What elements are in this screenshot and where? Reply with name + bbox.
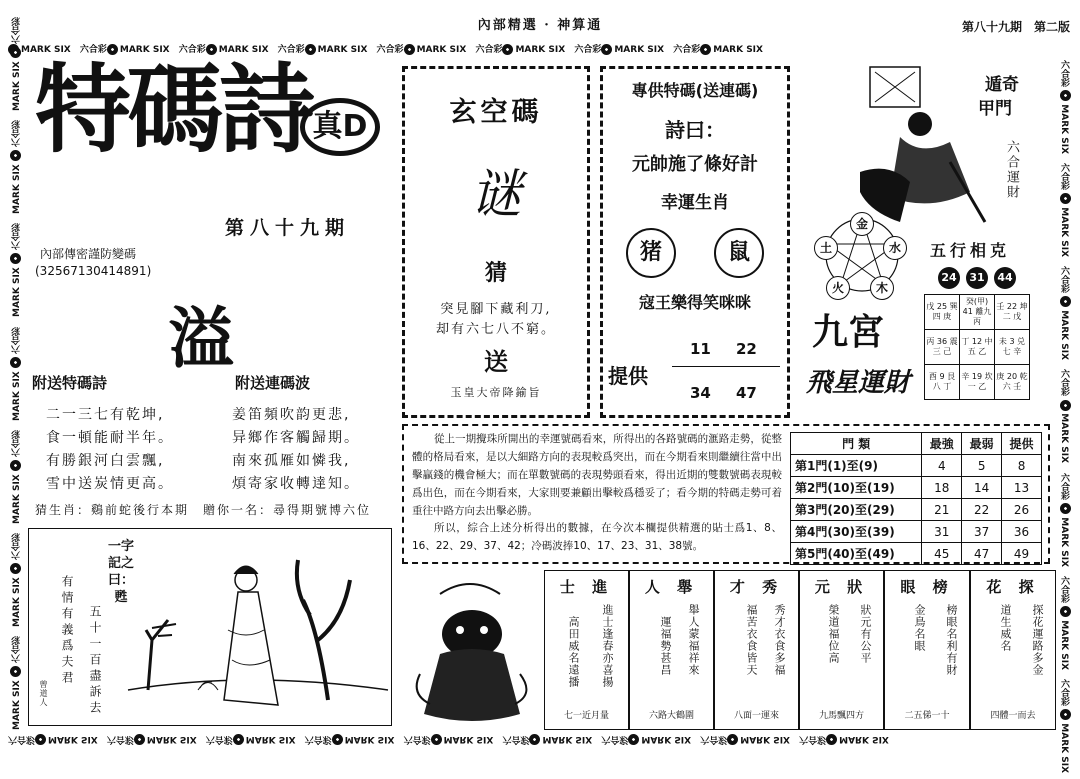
- codes-cell: 45: [922, 543, 962, 565]
- palace-cell: 辛 19 坎一 乙: [960, 365, 995, 400]
- table-row: [791, 455, 1042, 477]
- codes-table: [790, 432, 1042, 565]
- poem-line: 食一頓能耐半年。: [46, 430, 174, 446]
- wuxing-title: 五行相克: [930, 241, 1011, 260]
- border-label: MARK SIX: [317, 45, 368, 55]
- border-label: 六合彩: [1059, 369, 1069, 397]
- deity-illustration: [400, 574, 542, 728]
- flower-icon: [10, 460, 21, 471]
- special-slogan: 寇王樂得笑咪咪: [638, 293, 751, 312]
- masthead-note: 內部傳密謹防變碼: [40, 247, 137, 261]
- column-footer: 九馬飄四方: [818, 711, 864, 721]
- border-label: MARK SIX: [614, 45, 665, 55]
- masthead-suffix-badge: [300, 98, 380, 156]
- border-label: 六合彩: [673, 45, 701, 55]
- flower-icon: [727, 734, 738, 745]
- border-label: 六合彩: [277, 45, 305, 55]
- flower-icon: [134, 734, 145, 745]
- border-label: MARK SIX: [740, 734, 790, 744]
- poem-line: 有勝銀河白雲飄,: [46, 453, 165, 469]
- border-label: MARK SIX: [12, 61, 22, 112]
- column-text: 狀元有公平: [859, 604, 872, 664]
- border-label: MARK SIX: [344, 734, 395, 744]
- codes-row-label: 第5門(40)至(49): [791, 543, 922, 565]
- flower-icon: [601, 44, 612, 55]
- border-label: MARK SIX: [1059, 723, 1069, 773]
- border-label: 六合彩: [12, 120, 22, 148]
- flower-icon: [1060, 709, 1071, 720]
- table-row: [791, 499, 1042, 521]
- feixing-title: 飛星運財: [806, 368, 911, 398]
- codes-cell: 18: [922, 477, 962, 499]
- border-label: 六合彩: [502, 734, 530, 744]
- flower-icon: [10, 563, 21, 574]
- border-label: 六合彩: [1059, 678, 1069, 706]
- border-label: MARK SIX: [146, 734, 197, 744]
- poem-line: 雪中送炭情更高。: [46, 476, 174, 492]
- border-label: MARK SIX: [218, 45, 269, 55]
- masthead-code: (32567130414891): [35, 264, 152, 278]
- border-label: MARK SIX: [1059, 413, 1069, 464]
- codes-cell: 14: [962, 477, 1002, 499]
- border-label: MARK SIX: [542, 734, 593, 744]
- border-label: MARK SIX: [12, 577, 22, 627]
- xuankong-send: 送: [484, 347, 508, 376]
- column-footer: 八面一運來: [733, 711, 779, 721]
- ball-number: 44: [994, 267, 1016, 289]
- masthead-period: 第八十九期: [225, 217, 351, 239]
- border-label: MARK SIX: [12, 267, 22, 318]
- poem-line: 二一三七有乾坤,: [46, 407, 165, 423]
- codes-cell: 36: [1002, 521, 1042, 543]
- column-text: 金鳥名眼: [913, 604, 926, 652]
- ball-number: 31: [966, 267, 988, 289]
- warrior-illustration: [850, 62, 990, 232]
- border-label: MARK SIX: [119, 45, 170, 55]
- wave-section-title: 附送連碼波: [235, 374, 311, 392]
- border-label: 六合彩: [1059, 266, 1069, 294]
- column-title: 士 進: [559, 578, 614, 596]
- border-label: 六合彩: [403, 734, 431, 744]
- masthead-suffix-text: 真D: [312, 109, 368, 144]
- column-text: 榜眼名利有財: [945, 604, 958, 676]
- analysis-paragraph: 從上一期攪珠所開出的幸運號碼看來，所得出的各路號碼的滙路走勢，從整體的格局看來，是以大細路方向的表現較爲突出，而在今期看來則繼續往當中出擊贏錢的機會極大；而在單數號碼的表現勢頭看來，得出近期的雙數號碼表現較爲出色，而在今期看來，大家則要兼顧出擊較爲穩妥了；看今期的特碼走勢可着重往中路方向去出擊必勝。: [412, 433, 782, 517]
- border-label: 六合彩: [8, 734, 36, 744]
- qimen-title-2: 甲門: [978, 99, 1012, 119]
- border-label: MARK SIX: [1059, 310, 1069, 361]
- border-label: 六合彩: [1059, 575, 1069, 603]
- codes-header: 最弱: [962, 433, 1002, 455]
- codes-cell: 49: [1002, 543, 1042, 565]
- special-title: 專供特碼(送連碼): [631, 81, 759, 100]
- flower-icon: [529, 734, 540, 745]
- codes-cell: 8: [1002, 455, 1042, 477]
- zodiac-pig: 猪: [626, 228, 676, 278]
- codes-cell: 22: [962, 499, 1002, 521]
- table-row: [791, 477, 1042, 499]
- flower-icon: [502, 44, 513, 55]
- flower-icon: [1060, 503, 1071, 514]
- flower-icon: [10, 254, 21, 265]
- palace-cell: 酉 9 艮八 丁: [925, 365, 960, 400]
- border-label: 六合彩: [12, 532, 22, 560]
- poem-section: [46, 404, 174, 496]
- flower-icon: [332, 734, 343, 745]
- border-label: MARK SIX: [12, 164, 22, 215]
- analysis-paragraph: 所以，綜合上述分析得出的數據，在今次本欄提供精選的貼士爲1、8、16、22、29、37、42；冷碼波捧10、17、23、31、38號。: [412, 522, 782, 552]
- provide-number: 22: [736, 340, 757, 358]
- border-label: MARK SIX: [713, 45, 763, 55]
- header-issue-text: 第八十九期 第二版: [962, 20, 1071, 34]
- codes-cell: 47: [962, 543, 1002, 565]
- column-footer: 四體一而去: [990, 711, 1036, 721]
- border-label: 六合彩: [304, 734, 332, 744]
- table-row: [791, 543, 1042, 565]
- border-label: MARK SIX: [12, 473, 22, 524]
- wave-line: 南來孤雁如憐我,: [232, 453, 351, 469]
- border-label: MARK SIX: [641, 734, 692, 744]
- column-title: 元 狀: [814, 578, 869, 596]
- special-lucky-label: 幸運生肖: [661, 193, 729, 213]
- flower-icon: [1060, 400, 1071, 411]
- jiugong-title: 九宮: [812, 312, 885, 353]
- codes-row-label: 第1門(1)至(9): [791, 455, 922, 477]
- element-wood: 木: [870, 276, 894, 300]
- codes-cell: 31: [922, 521, 962, 543]
- border-label: MARK SIX: [443, 734, 494, 744]
- border-label: 六合彩: [79, 45, 107, 55]
- element-fire: 火: [826, 276, 850, 300]
- flower-icon: [1060, 606, 1071, 617]
- palace-cell: 未 3 兑七 辛: [995, 330, 1030, 365]
- special-poem: 元帥施了條好計: [632, 154, 758, 175]
- border-label: 六合彩: [1059, 60, 1069, 87]
- column-text: 榮道福位高: [827, 604, 840, 664]
- column-title: 花 探: [986, 578, 1040, 596]
- xuankong-glyph: 谜: [469, 165, 522, 225]
- flower-icon: [1060, 296, 1071, 307]
- masthead-title: [35, 54, 311, 166]
- border-label: 六合彩: [700, 734, 728, 744]
- column-text: 高田威名遠播: [567, 616, 580, 688]
- column-footer: 六路大鶴圍: [648, 711, 694, 721]
- wave-line: 异鄉作客觸歸期。: [232, 430, 360, 446]
- column-title: 人 舉: [644, 578, 699, 596]
- zodiac-rat: 鼠: [714, 228, 764, 278]
- palace-cell: 壬 22 坤二 戊: [995, 295, 1030, 330]
- palace-cell: 庚 20 乾六 壬: [995, 365, 1030, 400]
- codes-row-label: 第2門(10)至(19): [791, 477, 922, 499]
- flower-icon: [431, 734, 442, 745]
- top-header: [0, 0, 1080, 40]
- special-provide: 提供: [608, 364, 648, 388]
- table-row: [791, 521, 1042, 543]
- border-label: 六合彩: [12, 635, 22, 663]
- border-label: 六合彩: [12, 429, 22, 457]
- flower-icon: [10, 666, 21, 677]
- border-label: MARK SIX: [245, 734, 296, 744]
- border-label: MARK SIX: [1059, 516, 1069, 567]
- flower-icon: [10, 47, 21, 58]
- border-label: 六合彩: [12, 223, 22, 251]
- border-label: 六合彩: [601, 734, 629, 744]
- border-label: 六合彩: [106, 734, 134, 744]
- poem-section-title: 附送特碼詩: [32, 374, 108, 392]
- masthead-title-text: 特碼詩: [35, 54, 311, 166]
- wave-line: 姜笛頻吹韵更悲,: [232, 407, 351, 423]
- riddle-title-line: 記之: [108, 556, 135, 571]
- riddle-col-1: 五十一百盡訴去: [88, 605, 102, 717]
- border-label: MARK SIX: [1059, 104, 1069, 155]
- border-label: MARK SIX: [515, 45, 566, 55]
- border-label: 六合彩: [1059, 472, 1069, 500]
- xuankong-title: 玄空碼: [449, 97, 543, 128]
- codes-header: 提供: [1002, 433, 1042, 455]
- border-label: 六合彩: [376, 45, 404, 55]
- qimen-title-1: 遁奇: [985, 75, 1019, 95]
- column-text: 運福勢甚昌: [659, 616, 672, 676]
- column-footer: 二五俤一十: [904, 711, 950, 721]
- flower-icon: [700, 44, 711, 55]
- border-label: 六合彩: [178, 45, 206, 55]
- border-label: MARK SIX: [416, 45, 467, 55]
- xuankong-author: 玉皇大帝降鍮旨: [450, 386, 542, 399]
- border-label: MARK SIX: [12, 370, 22, 421]
- masthead-big-char: 溢: [168, 299, 234, 377]
- flower-icon: [35, 734, 46, 745]
- xuankong-line: 突見腳下藏利刀,: [440, 302, 552, 317]
- column-title: 才 秀: [729, 578, 784, 596]
- border-label: MARK SIX: [1059, 620, 1069, 670]
- border-right: [1058, 60, 1073, 773]
- special-poem-label: 詩曰：: [665, 118, 725, 142]
- provide-number: 11: [690, 340, 711, 358]
- codes-cell: 26: [1002, 499, 1042, 521]
- border-label: 六合彩: [12, 326, 22, 354]
- border-bottom: [8, 734, 1072, 747]
- column-text: 秀才衣食多福: [773, 604, 786, 676]
- border-label: MARK SIX: [21, 45, 71, 55]
- palace-cell: 戊 25 巽四 庚: [925, 295, 960, 330]
- nine-palace-grid: [924, 294, 1030, 400]
- wave-line: 煩寄家收轉達知。: [232, 476, 360, 492]
- riddle-title-line: 一字: [108, 539, 135, 554]
- border-left: [8, 17, 23, 730]
- flower-icon: [628, 734, 639, 745]
- codes-header: 最強: [922, 433, 962, 455]
- riddle-title-line: 曰：: [108, 573, 135, 588]
- column-text: 探花運路多金: [1031, 604, 1044, 676]
- codes-cell: 5: [962, 455, 1002, 477]
- codes-cell: 13: [1002, 477, 1042, 499]
- border-label: MARK SIX: [1059, 207, 1069, 258]
- element-water: 水: [883, 236, 907, 260]
- column-text: 進士逢春亦喜揚: [601, 604, 614, 688]
- qimen-subtitle: 六合運財: [1004, 140, 1019, 200]
- xuankong-line: 却有六七八不窮。: [435, 322, 556, 337]
- column-title: 眼 榜: [900, 578, 954, 596]
- border-label: 六合彩: [12, 17, 22, 45]
- flower-icon: [404, 44, 415, 55]
- codes-row-label: 第3門(20)至(29): [791, 499, 922, 521]
- palace-cell: 丁 12 中五 乙: [960, 330, 995, 365]
- flower-icon: [1060, 90, 1071, 101]
- codes-header: 門 類: [791, 433, 922, 455]
- border-label: MARK SIX: [12, 680, 22, 730]
- header-center-text: 內部精選 · 神算通: [477, 18, 603, 33]
- border-label: MARK SIX: [48, 734, 98, 744]
- palace-cell: 丙 36 震三 己: [925, 330, 960, 365]
- codes-cell: 21: [922, 499, 962, 521]
- column-text: 福苦衣食皆天: [745, 604, 758, 676]
- riddle-col-2: 有情有義爲夫君: [60, 575, 74, 687]
- lady-illustration: [128, 540, 388, 726]
- wuxing-balls: [938, 266, 1022, 289]
- palace-cell: 癸(甲) 41 離九 丙: [960, 295, 995, 330]
- zodiac-guess-line: 猜生肖：鷄前蛇後行本期 贈你一名：尋得期號博六位: [35, 503, 372, 517]
- provide-divider: [672, 366, 780, 367]
- border-label: 六合彩: [475, 45, 503, 55]
- border-label: 六合彩: [799, 734, 827, 744]
- xuankong-guess: 猜: [484, 260, 507, 286]
- border-label: 六合彩: [1059, 163, 1069, 191]
- column-footer: 七一近月量: [563, 711, 609, 721]
- riddle-signature: 曾道人: [39, 680, 48, 707]
- column-text: 道生威名: [999, 604, 1012, 652]
- element-metal: 金: [850, 212, 874, 236]
- wave-section: [232, 404, 360, 496]
- riddle-title-line: 甦: [114, 590, 128, 605]
- border-label: MARK SIX: [839, 734, 889, 744]
- codes-row-label: 第4門(30)至(39): [791, 521, 922, 543]
- border-label: 六合彩: [205, 734, 233, 744]
- provide-number: 34: [690, 384, 711, 402]
- element-earth: 土: [814, 236, 838, 260]
- flower-icon: [10, 150, 21, 161]
- flower-icon: [10, 357, 21, 368]
- flower-icon: [826, 734, 837, 745]
- column-text: 舉人蒙福祥來: [687, 604, 700, 676]
- flower-icon: [1060, 193, 1071, 204]
- ball-number: 24: [938, 267, 960, 289]
- flower-icon: [233, 734, 244, 745]
- codes-cell: 4: [922, 455, 962, 477]
- codes-cell: 37: [962, 521, 1002, 543]
- border-label: 六合彩: [574, 45, 602, 55]
- provide-number: 47: [736, 384, 757, 402]
